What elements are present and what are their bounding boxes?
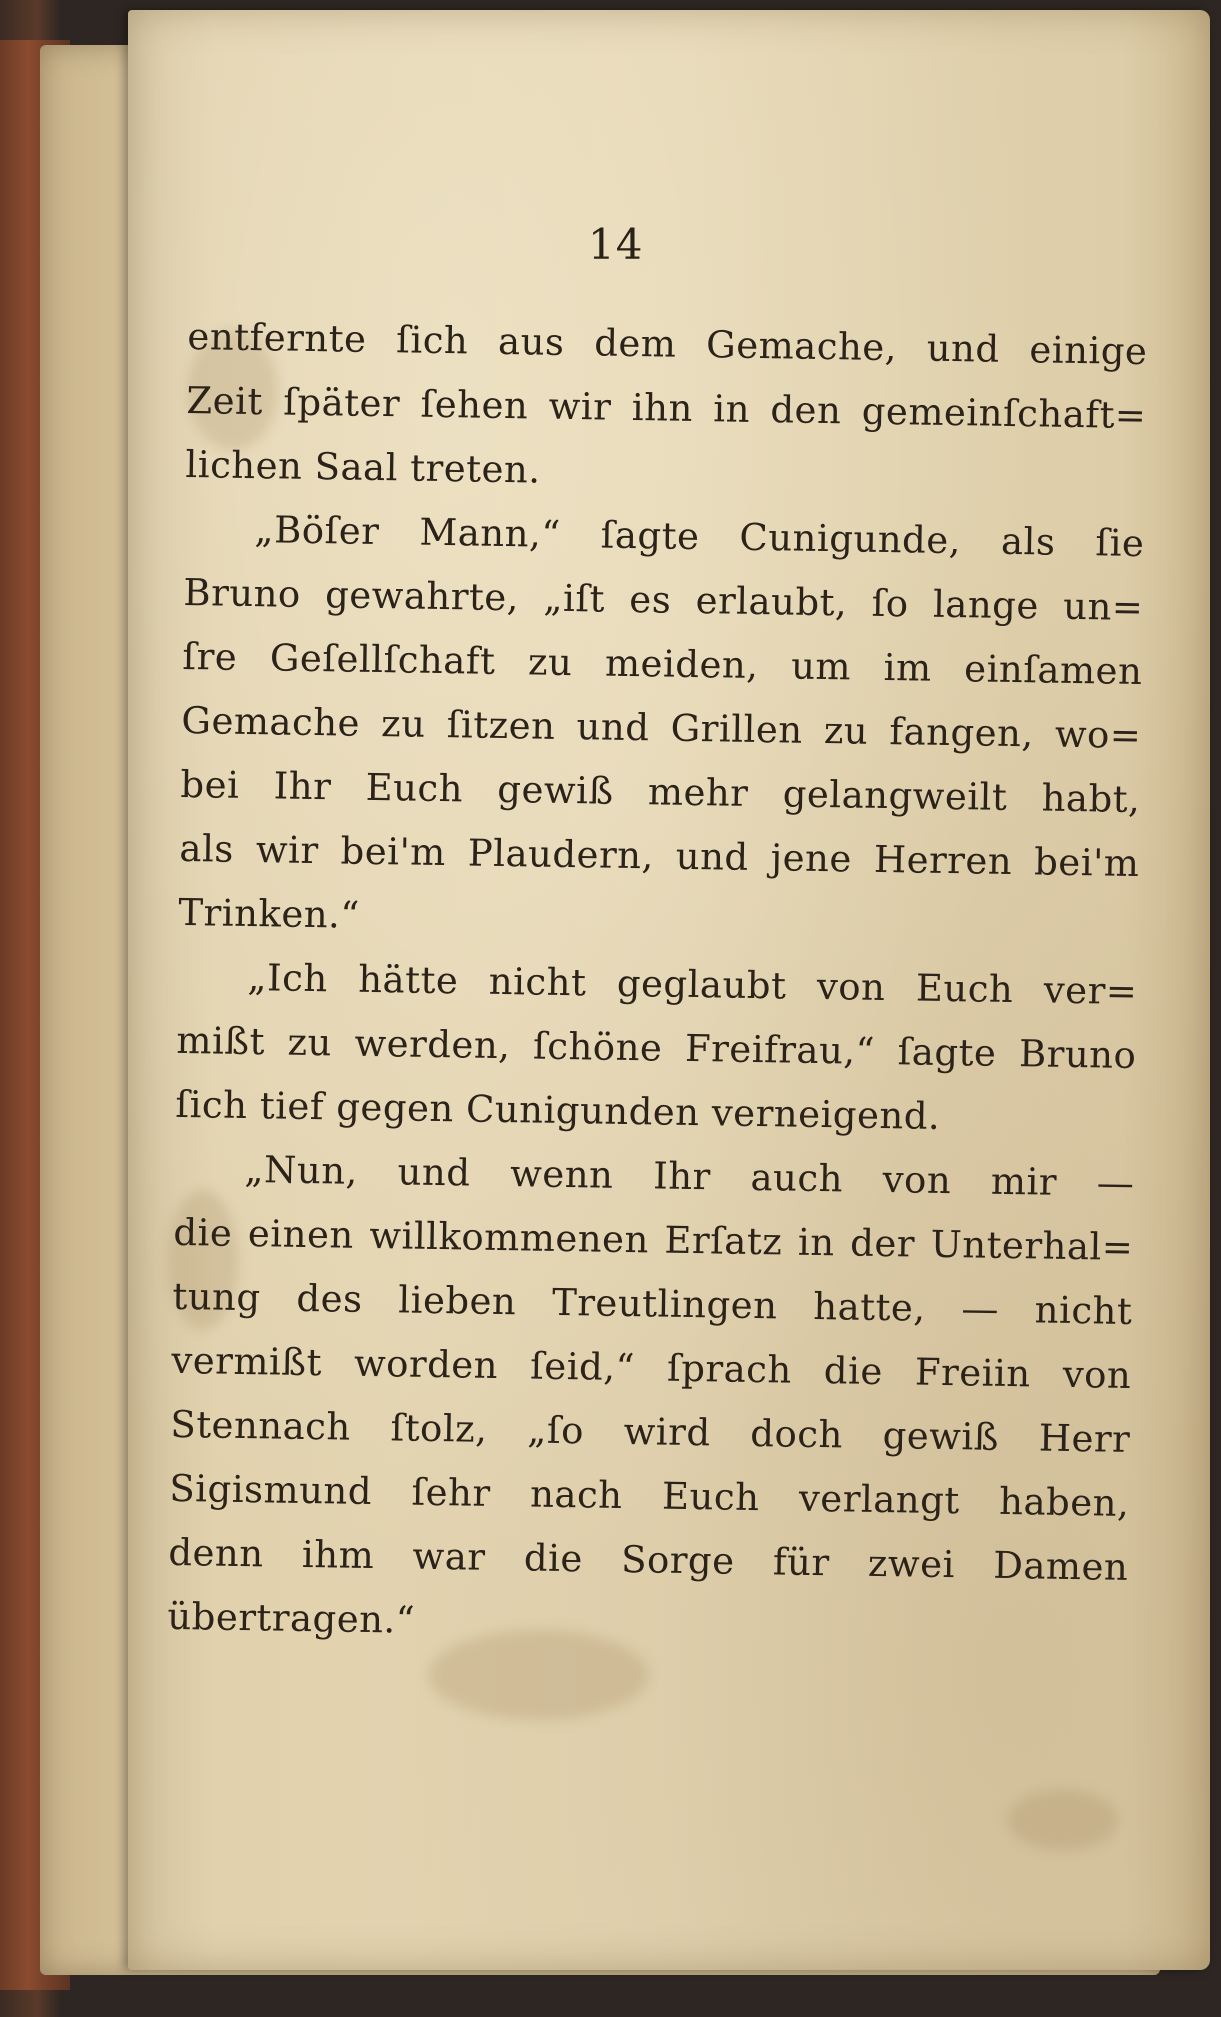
text-line: als wir bei'm Plaudern, und jene Herren bei'm xyxy=(179,826,1140,886)
paragraph xyxy=(167,1137,1135,1664)
age-stain xyxy=(1008,1790,1118,1850)
paragraph xyxy=(178,497,1145,960)
body-text xyxy=(167,305,1148,1664)
text-line: lichen Saal treten. xyxy=(185,442,541,492)
text-line: ſich tief gegen Cunigunden verneigend. xyxy=(175,1082,941,1138)
paragraph xyxy=(175,945,1138,1152)
text-line: entfernte ſich aus dem Gemache, und einige xyxy=(187,314,1148,374)
text-line: übertragen.“ xyxy=(167,1594,416,1642)
paragraph xyxy=(185,305,1148,512)
text-line: Sigismund ſehr nach Euch verlangt haben, xyxy=(169,1466,1130,1525)
text-line: ſre Geſellſchaft zu meiden, um im einſamen xyxy=(182,634,1143,694)
book-page xyxy=(128,10,1210,1970)
text-line: Zeit ſpäter ſehen wir ihn in den gemeinſchaft= xyxy=(186,378,1147,438)
text-line: denn ihm war die Sorge für zwei Damen xyxy=(168,1530,1129,1589)
text-line: vermißt worden ſeid,“ ſprach die Freiin von xyxy=(171,1338,1132,1397)
text-line: Gemache zu ſitzen und Grillen zu fangen, wo= xyxy=(181,698,1142,758)
text-line: „Böſer Mann,“ ſagte Cunigunde, als ſie xyxy=(254,508,1145,566)
text-line: Bruno gewahrte, „iſt es erlaubt, ſo lange un= xyxy=(183,570,1144,630)
page-number: 14 xyxy=(588,220,644,269)
text-line: Stennach ſtolz, „ſo wird doch gewiß Herr xyxy=(170,1402,1131,1461)
text-line: „Nun, und wenn Ihr auch von mir — xyxy=(244,1147,1135,1205)
text-line: die einen willkommenen Erſatz in der Unterhal= xyxy=(173,1210,1134,1269)
text-line: „Ich hätte nicht geglaubt von Euch ver= xyxy=(247,956,1138,1013)
text-line: Trinken.“ xyxy=(178,890,361,937)
text-line: tung des lieben Treutlingen hatte, — nicht xyxy=(172,1274,1133,1333)
text-line: bei Ihr Euch gewiß mehr gelangweilt habt, xyxy=(180,762,1141,822)
text-line: mißt zu werden, ſchöne Freifrau,“ ſagte Bruno xyxy=(176,1018,1137,1077)
